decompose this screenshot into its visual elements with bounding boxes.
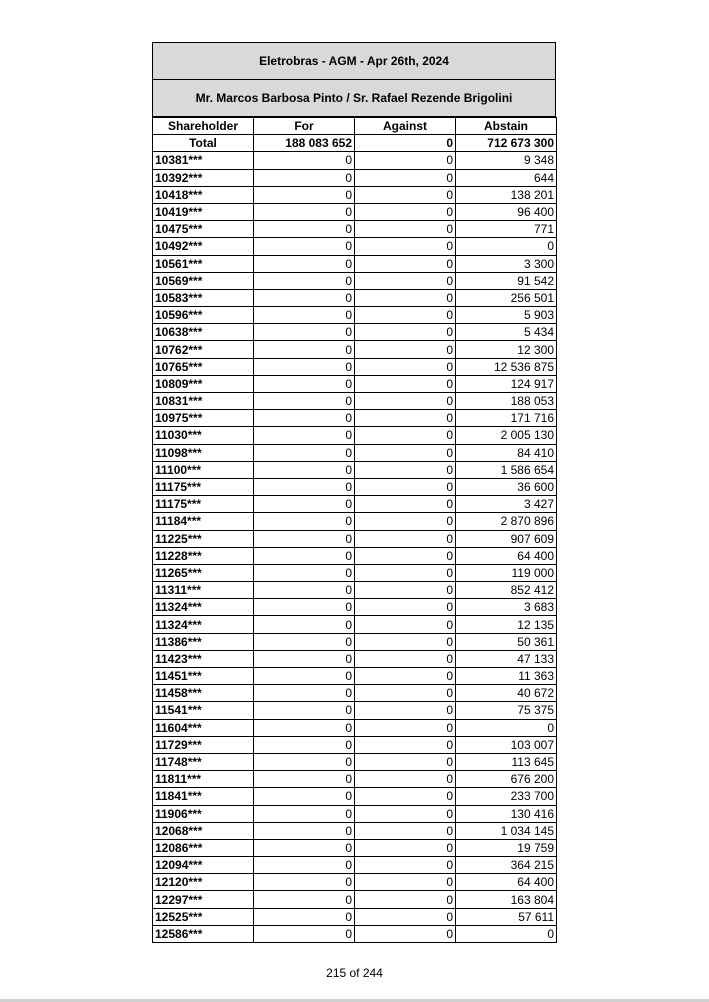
abstain-votes-cell: 50 361: [456, 633, 557, 650]
abstain-votes-cell: 644: [456, 169, 557, 186]
shareholder-id-cell: 11324***: [153, 599, 254, 616]
against-votes-cell: 0: [355, 307, 456, 324]
for-votes-cell: 0: [254, 393, 355, 410]
table-row: [153, 547, 557, 564]
total-row: [153, 135, 557, 152]
for-votes-cell: 0: [254, 203, 355, 220]
abstain-votes-cell: 47 133: [456, 650, 557, 667]
for-votes-cell: 0: [254, 255, 355, 272]
against-votes-cell: 0: [355, 891, 456, 908]
shareholder-id-cell: 10762***: [153, 341, 254, 358]
table-row: [153, 393, 557, 410]
against-votes-cell: 0: [355, 805, 456, 822]
against-votes-cell: 0: [355, 461, 456, 478]
abstain-votes-cell: 3 683: [456, 599, 557, 616]
for-votes-cell: 0: [254, 736, 355, 753]
table-row: [153, 203, 557, 220]
table-row: [153, 908, 557, 925]
table-row: [153, 719, 557, 736]
for-votes-cell: 0: [254, 753, 355, 770]
abstain-votes-cell: 256 501: [456, 289, 557, 306]
abstain-votes-cell: 96 400: [456, 203, 557, 220]
shareholder-id-cell: 10418***: [153, 186, 254, 203]
abstain-votes-cell: 75 375: [456, 702, 557, 719]
against-votes-cell: 0: [355, 393, 456, 410]
table-row: [153, 616, 557, 633]
for-votes-cell: 0: [254, 324, 355, 341]
against-votes-cell: 0: [355, 908, 456, 925]
shareholder-id-cell: 12086***: [153, 839, 254, 856]
against-votes-cell: 0: [355, 289, 456, 306]
shareholder-id-cell: 10596***: [153, 307, 254, 324]
against-votes-cell: 0: [355, 702, 456, 719]
abstain-votes-cell: 2 870 896: [456, 513, 557, 530]
for-votes-cell: 0: [254, 513, 355, 530]
against-votes-cell: 0: [355, 410, 456, 427]
table-row: [153, 255, 557, 272]
shareholder-id-cell: 10831***: [153, 393, 254, 410]
for-votes-cell: 0: [254, 427, 355, 444]
against-votes-cell: 0: [355, 650, 456, 667]
shareholder-id-cell: 11228***: [153, 547, 254, 564]
for-votes-cell: 0: [254, 496, 355, 513]
abstain-votes-cell: 907 609: [456, 530, 557, 547]
against-votes-cell: 0: [355, 478, 456, 495]
shareholder-id-cell: 11451***: [153, 668, 254, 685]
for-votes-cell: 0: [254, 616, 355, 633]
for-votes-cell: 0: [254, 650, 355, 667]
against-votes-cell: 0: [355, 324, 456, 341]
votes-table: [152, 117, 557, 943]
for-votes-cell: 0: [254, 564, 355, 581]
abstain-votes-cell: 5 903: [456, 307, 557, 324]
table-row: [153, 530, 557, 547]
column-header-against: Against: [355, 118, 456, 135]
for-votes-cell: 0: [254, 152, 355, 169]
for-votes-cell: 0: [254, 771, 355, 788]
against-votes-cell: 0: [355, 719, 456, 736]
shareholder-id-cell: 12586***: [153, 925, 254, 942]
total-label: Total: [153, 135, 254, 152]
shareholder-id-cell: 12297***: [153, 891, 254, 908]
against-votes-cell: 0: [355, 186, 456, 203]
shareholder-id-cell: 10638***: [153, 324, 254, 341]
table-row: [153, 771, 557, 788]
against-votes-cell: 0: [355, 341, 456, 358]
shareholder-id-cell: 11386***: [153, 633, 254, 650]
abstain-votes-cell: 1 586 654: [456, 461, 557, 478]
abstain-votes-cell: 124 917: [456, 375, 557, 392]
table-row: [153, 874, 557, 891]
for-votes-cell: 0: [254, 410, 355, 427]
against-votes-cell: 0: [355, 874, 456, 891]
shareholder-id-cell: 11604***: [153, 719, 254, 736]
shareholder-id-cell: 12525***: [153, 908, 254, 925]
shareholder-id-cell: 10492***: [153, 238, 254, 255]
against-votes-cell: 0: [355, 582, 456, 599]
shareholder-id-cell: 11541***: [153, 702, 254, 719]
for-votes-cell: 0: [254, 169, 355, 186]
shareholder-id-cell: 11175***: [153, 496, 254, 513]
shareholder-id-cell: 10381***: [153, 152, 254, 169]
abstain-votes-cell: 12 135: [456, 616, 557, 633]
against-votes-cell: 0: [355, 616, 456, 633]
table-row: [153, 839, 557, 856]
against-votes-cell: 0: [355, 427, 456, 444]
shareholder-id-cell: 11175***: [153, 478, 254, 495]
abstain-votes-cell: 771: [456, 221, 557, 238]
for-votes-cell: 0: [254, 444, 355, 461]
abstain-votes-cell: 11 363: [456, 668, 557, 685]
abstain-votes-cell: 57 611: [456, 908, 557, 925]
for-votes-cell: 0: [254, 530, 355, 547]
abstain-votes-cell: 188 053: [456, 393, 557, 410]
table-header-row: [153, 118, 557, 135]
table-row: [153, 788, 557, 805]
table-row: [153, 805, 557, 822]
against-votes-cell: 0: [355, 668, 456, 685]
for-votes-cell: 0: [254, 908, 355, 925]
table-row: [153, 650, 557, 667]
table-row: [153, 668, 557, 685]
against-votes-cell: 0: [355, 513, 456, 530]
for-votes-cell: 0: [254, 633, 355, 650]
shareholder-id-cell: 11729***: [153, 736, 254, 753]
against-votes-cell: 0: [355, 152, 456, 169]
table-row: [153, 152, 557, 169]
shareholder-id-cell: 12094***: [153, 857, 254, 874]
shareholder-id-cell: 12068***: [153, 822, 254, 839]
for-votes-cell: 0: [254, 221, 355, 238]
table-row: [153, 358, 557, 375]
abstain-votes-cell: 12 536 875: [456, 358, 557, 375]
abstain-votes-cell: 130 416: [456, 805, 557, 822]
against-votes-cell: 0: [355, 169, 456, 186]
abstain-votes-cell: 676 200: [456, 771, 557, 788]
shareholder-id-cell: 11423***: [153, 650, 254, 667]
document-title: Eletrobras - AGM - Apr 26th, 2024: [152, 42, 556, 80]
for-votes-cell: 0: [254, 582, 355, 599]
abstain-votes-cell: 64 400: [456, 547, 557, 564]
shareholder-id-cell: 10392***: [153, 169, 254, 186]
table-row: [153, 307, 557, 324]
shareholder-id-cell: 10765***: [153, 358, 254, 375]
shareholder-id-cell: 12120***: [153, 874, 254, 891]
shareholder-id-cell: 10419***: [153, 203, 254, 220]
total-against: 0: [355, 135, 456, 152]
abstain-votes-cell: 36 600: [456, 478, 557, 495]
shareholder-id-cell: 11458***: [153, 685, 254, 702]
table-row: [153, 513, 557, 530]
against-votes-cell: 0: [355, 255, 456, 272]
against-votes-cell: 0: [355, 547, 456, 564]
against-votes-cell: 0: [355, 272, 456, 289]
against-votes-cell: 0: [355, 736, 456, 753]
abstain-votes-cell: 233 700: [456, 788, 557, 805]
table-row: [153, 822, 557, 839]
abstain-votes-cell: 40 672: [456, 685, 557, 702]
against-votes-cell: 0: [355, 925, 456, 942]
shareholder-id-cell: 11265***: [153, 564, 254, 581]
for-votes-cell: 0: [254, 186, 355, 203]
candidate-subtitle: Mr. Marcos Barbosa Pinto / Sr. Rafael Rezende Brigolini: [152, 80, 556, 117]
shareholder-id-cell: 10975***: [153, 410, 254, 427]
table-row: [153, 736, 557, 753]
against-votes-cell: 0: [355, 633, 456, 650]
for-votes-cell: 0: [254, 702, 355, 719]
table-row: [153, 478, 557, 495]
shareholder-id-cell: 11324***: [153, 616, 254, 633]
abstain-votes-cell: 113 645: [456, 753, 557, 770]
table-row: [153, 925, 557, 942]
table-row: [153, 444, 557, 461]
table-row: [153, 410, 557, 427]
vote-results-sheet: [152, 42, 556, 943]
abstain-votes-cell: 852 412: [456, 582, 557, 599]
shareholder-id-cell: 11225***: [153, 530, 254, 547]
table-row: [153, 461, 557, 478]
shareholder-id-cell: 11184***: [153, 513, 254, 530]
abstain-votes-cell: 84 410: [456, 444, 557, 461]
shareholder-id-cell: 11906***: [153, 805, 254, 822]
page-number: 215 of 244: [326, 966, 383, 980]
abstain-votes-cell: 163 804: [456, 891, 557, 908]
abstain-votes-cell: 103 007: [456, 736, 557, 753]
against-votes-cell: 0: [355, 530, 456, 547]
table-row: [153, 564, 557, 581]
abstain-votes-cell: 64 400: [456, 874, 557, 891]
table-row: [153, 496, 557, 513]
against-votes-cell: 0: [355, 203, 456, 220]
abstain-votes-cell: 19 759: [456, 839, 557, 856]
total-for: 188 083 652: [254, 135, 355, 152]
for-votes-cell: 0: [254, 874, 355, 891]
shareholder-id-cell: 11841***: [153, 788, 254, 805]
shareholder-id-cell: 11311***: [153, 582, 254, 599]
column-header-abstain: Abstain: [456, 118, 557, 135]
abstain-votes-cell: 3 427: [456, 496, 557, 513]
for-votes-cell: 0: [254, 375, 355, 392]
for-votes-cell: 0: [254, 925, 355, 942]
against-votes-cell: 0: [355, 839, 456, 856]
table-row: [153, 221, 557, 238]
for-votes-cell: 0: [254, 461, 355, 478]
for-votes-cell: 0: [254, 307, 355, 324]
table-row: [153, 582, 557, 599]
abstain-votes-cell: 12 300: [456, 341, 557, 358]
for-votes-cell: 0: [254, 805, 355, 822]
total-abstain: 712 673 300: [456, 135, 557, 152]
for-votes-cell: 0: [254, 478, 355, 495]
shareholder-id-cell: 11098***: [153, 444, 254, 461]
against-votes-cell: 0: [355, 599, 456, 616]
abstain-votes-cell: 138 201: [456, 186, 557, 203]
table-row: [153, 272, 557, 289]
for-votes-cell: 0: [254, 238, 355, 255]
against-votes-cell: 0: [355, 358, 456, 375]
shareholder-id-cell: 10569***: [153, 272, 254, 289]
against-votes-cell: 0: [355, 857, 456, 874]
shareholder-id-cell: 10475***: [153, 221, 254, 238]
abstain-votes-cell: 3 300: [456, 255, 557, 272]
against-votes-cell: 0: [355, 238, 456, 255]
table-row: [153, 702, 557, 719]
against-votes-cell: 0: [355, 753, 456, 770]
for-votes-cell: 0: [254, 719, 355, 736]
shareholder-id-cell: 11100***: [153, 461, 254, 478]
abstain-votes-cell: 91 542: [456, 272, 557, 289]
for-votes-cell: 0: [254, 668, 355, 685]
table-row: [153, 427, 557, 444]
for-votes-cell: 0: [254, 839, 355, 856]
against-votes-cell: 0: [355, 444, 456, 461]
for-votes-cell: 0: [254, 358, 355, 375]
table-row: [153, 341, 557, 358]
shareholder-id-cell: 11811***: [153, 771, 254, 788]
against-votes-cell: 0: [355, 564, 456, 581]
table-row: [153, 633, 557, 650]
abstain-votes-cell: 5 434: [456, 324, 557, 341]
table-row: [153, 238, 557, 255]
abstain-votes-cell: 9 348: [456, 152, 557, 169]
table-row: [153, 599, 557, 616]
column-header-shareholder: Shareholder: [153, 118, 254, 135]
abstain-votes-cell: 1 034 145: [456, 822, 557, 839]
shareholder-id-cell: 10809***: [153, 375, 254, 392]
for-votes-cell: 0: [254, 547, 355, 564]
against-votes-cell: 0: [355, 685, 456, 702]
against-votes-cell: 0: [355, 771, 456, 788]
abstain-votes-cell: 364 215: [456, 857, 557, 874]
shareholder-id-cell: 10583***: [153, 289, 254, 306]
table-row: [153, 289, 557, 306]
table-row: [153, 169, 557, 186]
against-votes-cell: 0: [355, 788, 456, 805]
against-votes-cell: 0: [355, 375, 456, 392]
shareholder-id-cell: 11030***: [153, 427, 254, 444]
for-votes-cell: 0: [254, 599, 355, 616]
against-votes-cell: 0: [355, 496, 456, 513]
column-header-for: For: [254, 118, 355, 135]
table-row: [153, 753, 557, 770]
for-votes-cell: 0: [254, 685, 355, 702]
table-row: [153, 375, 557, 392]
abstain-votes-cell: 0: [456, 238, 557, 255]
abstain-votes-cell: 171 716: [456, 410, 557, 427]
abstain-votes-cell: 0: [456, 925, 557, 942]
table-row: [153, 857, 557, 874]
for-votes-cell: 0: [254, 857, 355, 874]
for-votes-cell: 0: [254, 341, 355, 358]
table-row: [153, 186, 557, 203]
for-votes-cell: 0: [254, 788, 355, 805]
for-votes-cell: 0: [254, 891, 355, 908]
table-row: [153, 324, 557, 341]
abstain-votes-cell: 0: [456, 719, 557, 736]
for-votes-cell: 0: [254, 272, 355, 289]
shareholder-id-cell: 10561***: [153, 255, 254, 272]
table-row: [153, 891, 557, 908]
against-votes-cell: 0: [355, 822, 456, 839]
against-votes-cell: 0: [355, 221, 456, 238]
for-votes-cell: 0: [254, 822, 355, 839]
abstain-votes-cell: 2 005 130: [456, 427, 557, 444]
table-row: [153, 685, 557, 702]
abstain-votes-cell: 119 000: [456, 564, 557, 581]
shareholder-id-cell: 11748***: [153, 753, 254, 770]
for-votes-cell: 0: [254, 289, 355, 306]
